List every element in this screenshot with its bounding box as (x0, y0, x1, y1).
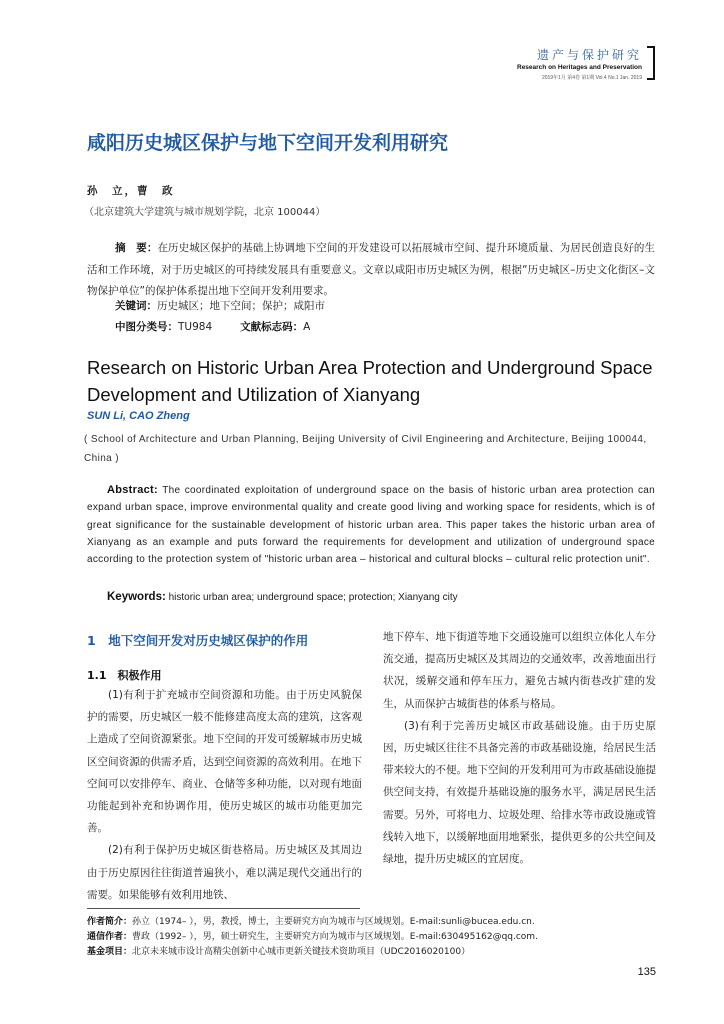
footnotes (87, 915, 667, 960)
footnote-author-text: 孙立（1974– ），男，教授，博士，主要研究方向为城市与区域规划。E-mail:sunli@bucea.edu.cn. (132, 917, 535, 927)
body-column-left (87, 684, 362, 906)
footnote-corresponding (87, 930, 667, 945)
journal-title-en: Research on Heritages and Preservation (517, 64, 642, 71)
body-paragraph: (1)有利于扩充城市空间资源和功能。由于历史风貌保护的需要，历史城区一般不能修建高度太高的建筑，这客观上造成了空间资源紧张。地下空间的开发可缓解城市历史城区空间资源的供需矛盾，达到空间资源的高效利用。在地下空间可以安排停车、商业、仓储等多种功能，以对现有地面功能起到补充和协调作用，使历史城区的城市功能更加完善。 (87, 689, 362, 835)
footnote-fund (87, 945, 667, 960)
page-number: 135 (637, 966, 656, 978)
classification-label: 中图分类号： (115, 321, 178, 333)
body-paragraph: (2)有利于保护历史城区街巷格局。历史城区及其周边由于历史原因往往街道普遍狭小，难以满足现代交通出行的需要。如果能够有效利用地铁、 (87, 844, 362, 901)
abstract-en-text: The coordinated exploitation of underground space on the basis of historic urban area protection can expand urban space, improve environmental quality and create good living and working space for residents, which is of great significance for the sustainable development of historic urban area. This paper takes the historic urban area of Xianyang as an example and puts forward the requirements for development and utilization of underground space according to the protection system of "historic urban area – historical and cultural blocks – cultural relic protection unit". (87, 485, 656, 566)
journal-issue: 2019年1月 第4卷 第1期 Vol.4 No.1 Jan. 2019 (541, 75, 642, 81)
subsection-heading: 1.1 积极作用 (87, 669, 162, 682)
article-title-en: Research on Historic Urban Area Protection and Underground Space Development and Utilization of Xianyang (87, 357, 653, 405)
body-paragraph-continued: 地下停车、地下街道等地下交通设施可以组织立体化人车分流交通，提高历史城区及其周边的交通效率，改善地面出行状况，缓解交通和停车压力，避免古城内街巷改扩建的发生，从而保护古城街巷的体系与格局。 (383, 631, 656, 710)
keywords-cn-text: 历史城区；地下空间；保护；咸阳市 (157, 300, 325, 312)
header-bracket (647, 46, 655, 80)
keywords-cn-label: 关键词： (115, 300, 157, 312)
classification-code: TU984 (178, 321, 213, 333)
footnote-author-label: 作者简介： (87, 917, 133, 927)
article-title-cn: 咸阳历史城区保护与地下空间开发利用研究 (87, 132, 449, 154)
keywords-cn (115, 298, 325, 313)
keywords-en-label: Keywords: (107, 591, 166, 603)
doc-code-label: 文献标志码： (240, 321, 304, 333)
classification-line (115, 319, 310, 334)
authors-cn: 孙 立，曹 政 (87, 185, 175, 197)
body-column-right (383, 626, 656, 870)
authors-en: SUN Li, CAO Zheng (87, 410, 190, 422)
journal-title-cn: 遗产与保护研究 (536, 48, 642, 62)
abstract-cn-text: 在历史城区保护的基础上协调地下空间的开发建设可以拓展城市空间、提升环境质量、为居民创造良好的生活和工作环境，对于历史城区的可持续发展具有重要意义。文章以咸阳市历史城区为例，根据“历史城区–历史文化街区–文物保护单位”的保护体系提出地下空间开发利用要求。 (87, 242, 656, 297)
footnote-corr-text: 曹政（1992– ），男，硕士研究生，主要研究方向为城市与区域规划。E-mail:630495162@qq.com. (132, 932, 538, 942)
keywords-en (107, 591, 458, 603)
affiliation-cn: （北京建筑大学建筑与城市规划学院，北京 100044） (84, 207, 326, 218)
abstract-en-label: Abstract: (107, 484, 158, 496)
footnote-fund-text: 北京未来城市设计高精尖创新中心城市更新关键技术资助项目（UDC2016020100） (132, 947, 471, 957)
abstract-en (87, 482, 655, 568)
body-paragraph: (3)有利于完善历史城区市政基础设施。由于历史原因，历史城区往往不具备完善的市政基础设施，给居民生活带来较大的不便。地下空间的开发利用可为市政基础设施提供空间支持，有效提升基础设施的服务水平，满足居民生活需要。另外，可将电力、垃圾处理、给排水等市政设施或管线转入地下，以缓解地面用地紧张，提供更多的公共空间及绿地，提升历史城区的宜居度。 (383, 719, 656, 866)
doc-code: A (303, 321, 311, 333)
affiliation-en: ( School of Architecture and Urban Planning, Beijing University of Civil Engineering and Architecture, Beijing 100044, China ) (84, 434, 647, 464)
footnote-divider (87, 908, 360, 909)
keywords-en-text: historic urban area; underground space; protection; Xianyang city (168, 592, 458, 603)
section-heading: 1 地下空间开发对历史城区保护的作用 (87, 633, 309, 648)
abstract-cn (87, 238, 655, 303)
abstract-cn-label: 摘 要： (115, 242, 158, 254)
footnote-fund-label: 基金项目： (87, 947, 133, 957)
footnote-author (87, 915, 667, 930)
footnote-corr-label: 通信作者： (87, 932, 133, 942)
